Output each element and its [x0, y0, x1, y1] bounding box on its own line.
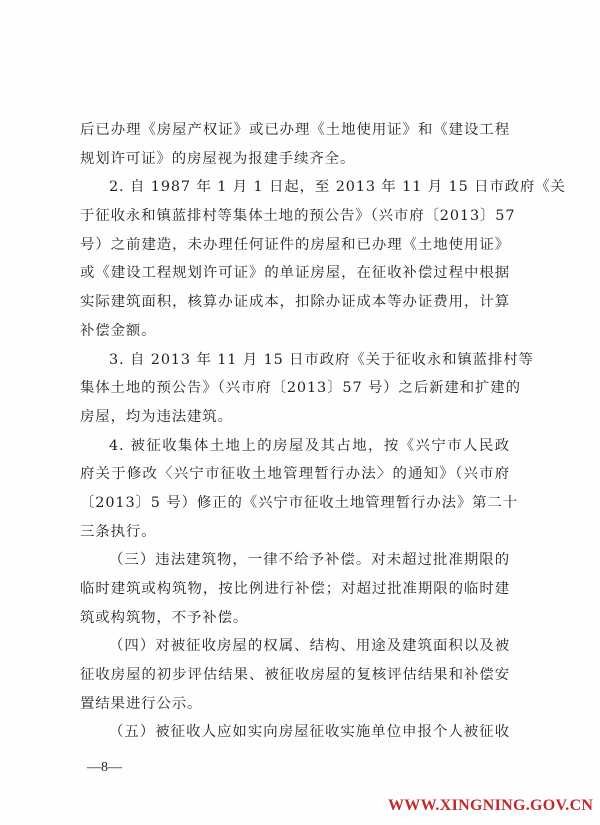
website-watermark: WWW.XINGNING.GOV.CN	[388, 797, 594, 814]
text-line: （三）违法建筑物，一律不给予补偿。对未超过批准期限的	[109, 552, 510, 569]
text-line: 征收房屋的初步评估结果、被征收房屋的复核评估结果和补偿安	[80, 667, 510, 684]
text-line: 府关于修改〈兴宁市征收土地管理暂行办法〉的通知》（兴市府	[80, 466, 510, 483]
text-line: 规划许可证》的房屋视为报建手续齐全。	[80, 150, 356, 167]
text-line: 三条执行。	[80, 523, 157, 540]
page-number: —8—	[87, 760, 122, 775]
text-line: 临时建筑或构筑物，按比例进行补偿；对超过批准期限的临时建	[80, 581, 510, 597]
text-line: （四）对被征收房屋的权属、结构、用途及建筑面积以及被	[109, 638, 510, 655]
text-line: 实际建筑面积，核算办证成本，扣除办证成本等办证费用，计算	[80, 294, 510, 311]
text-line: 集体土地的预公告》（兴市府〔2013〕57 号）之后新建和扩建的	[80, 380, 521, 397]
text-line: 置结果进行公示。	[80, 695, 203, 712]
text-line: 号）之前建造，未办理任何证件的房屋和已办理《土地使用证》	[80, 236, 510, 253]
text-line: （五）被征收人应如实向房屋征收实施单位申报个人被征收	[109, 724, 510, 741]
document-body	[80, 116, 566, 747]
text-line: 补偿金额。	[80, 322, 157, 339]
text-line: 筑或构筑物，不予补偿。	[80, 609, 249, 626]
text-line: 2. 自 1987 年 1 月 1 日起，至 2013 年 11 月 15 日市政府《关	[109, 179, 566, 196]
text-line: 〔2013〕5 号）修正的《兴宁市征收土地管理暂行办法》第二十	[80, 494, 519, 511]
text-line: 或《建设工程规划许可证》的单证房屋，在征收补偿过程中根据	[80, 265, 510, 282]
text-line: 4. 被征收集体土地上的房屋及其占地，按《兴宁市人民政	[109, 437, 510, 454]
text-line: 后已办理《房屋产权证》或已办理《土地使用证》和《建设工程	[80, 122, 510, 138]
text-line: 房屋，均为违法建筑。	[80, 408, 233, 425]
text-line: 3. 自 2013 年 11 月 15 日市政府《关于征收永和镇蓝排村等	[109, 351, 534, 368]
text-line: 于征收永和镇蓝排村等集体土地的预公告》（兴市府〔2013〕57	[80, 208, 516, 225]
